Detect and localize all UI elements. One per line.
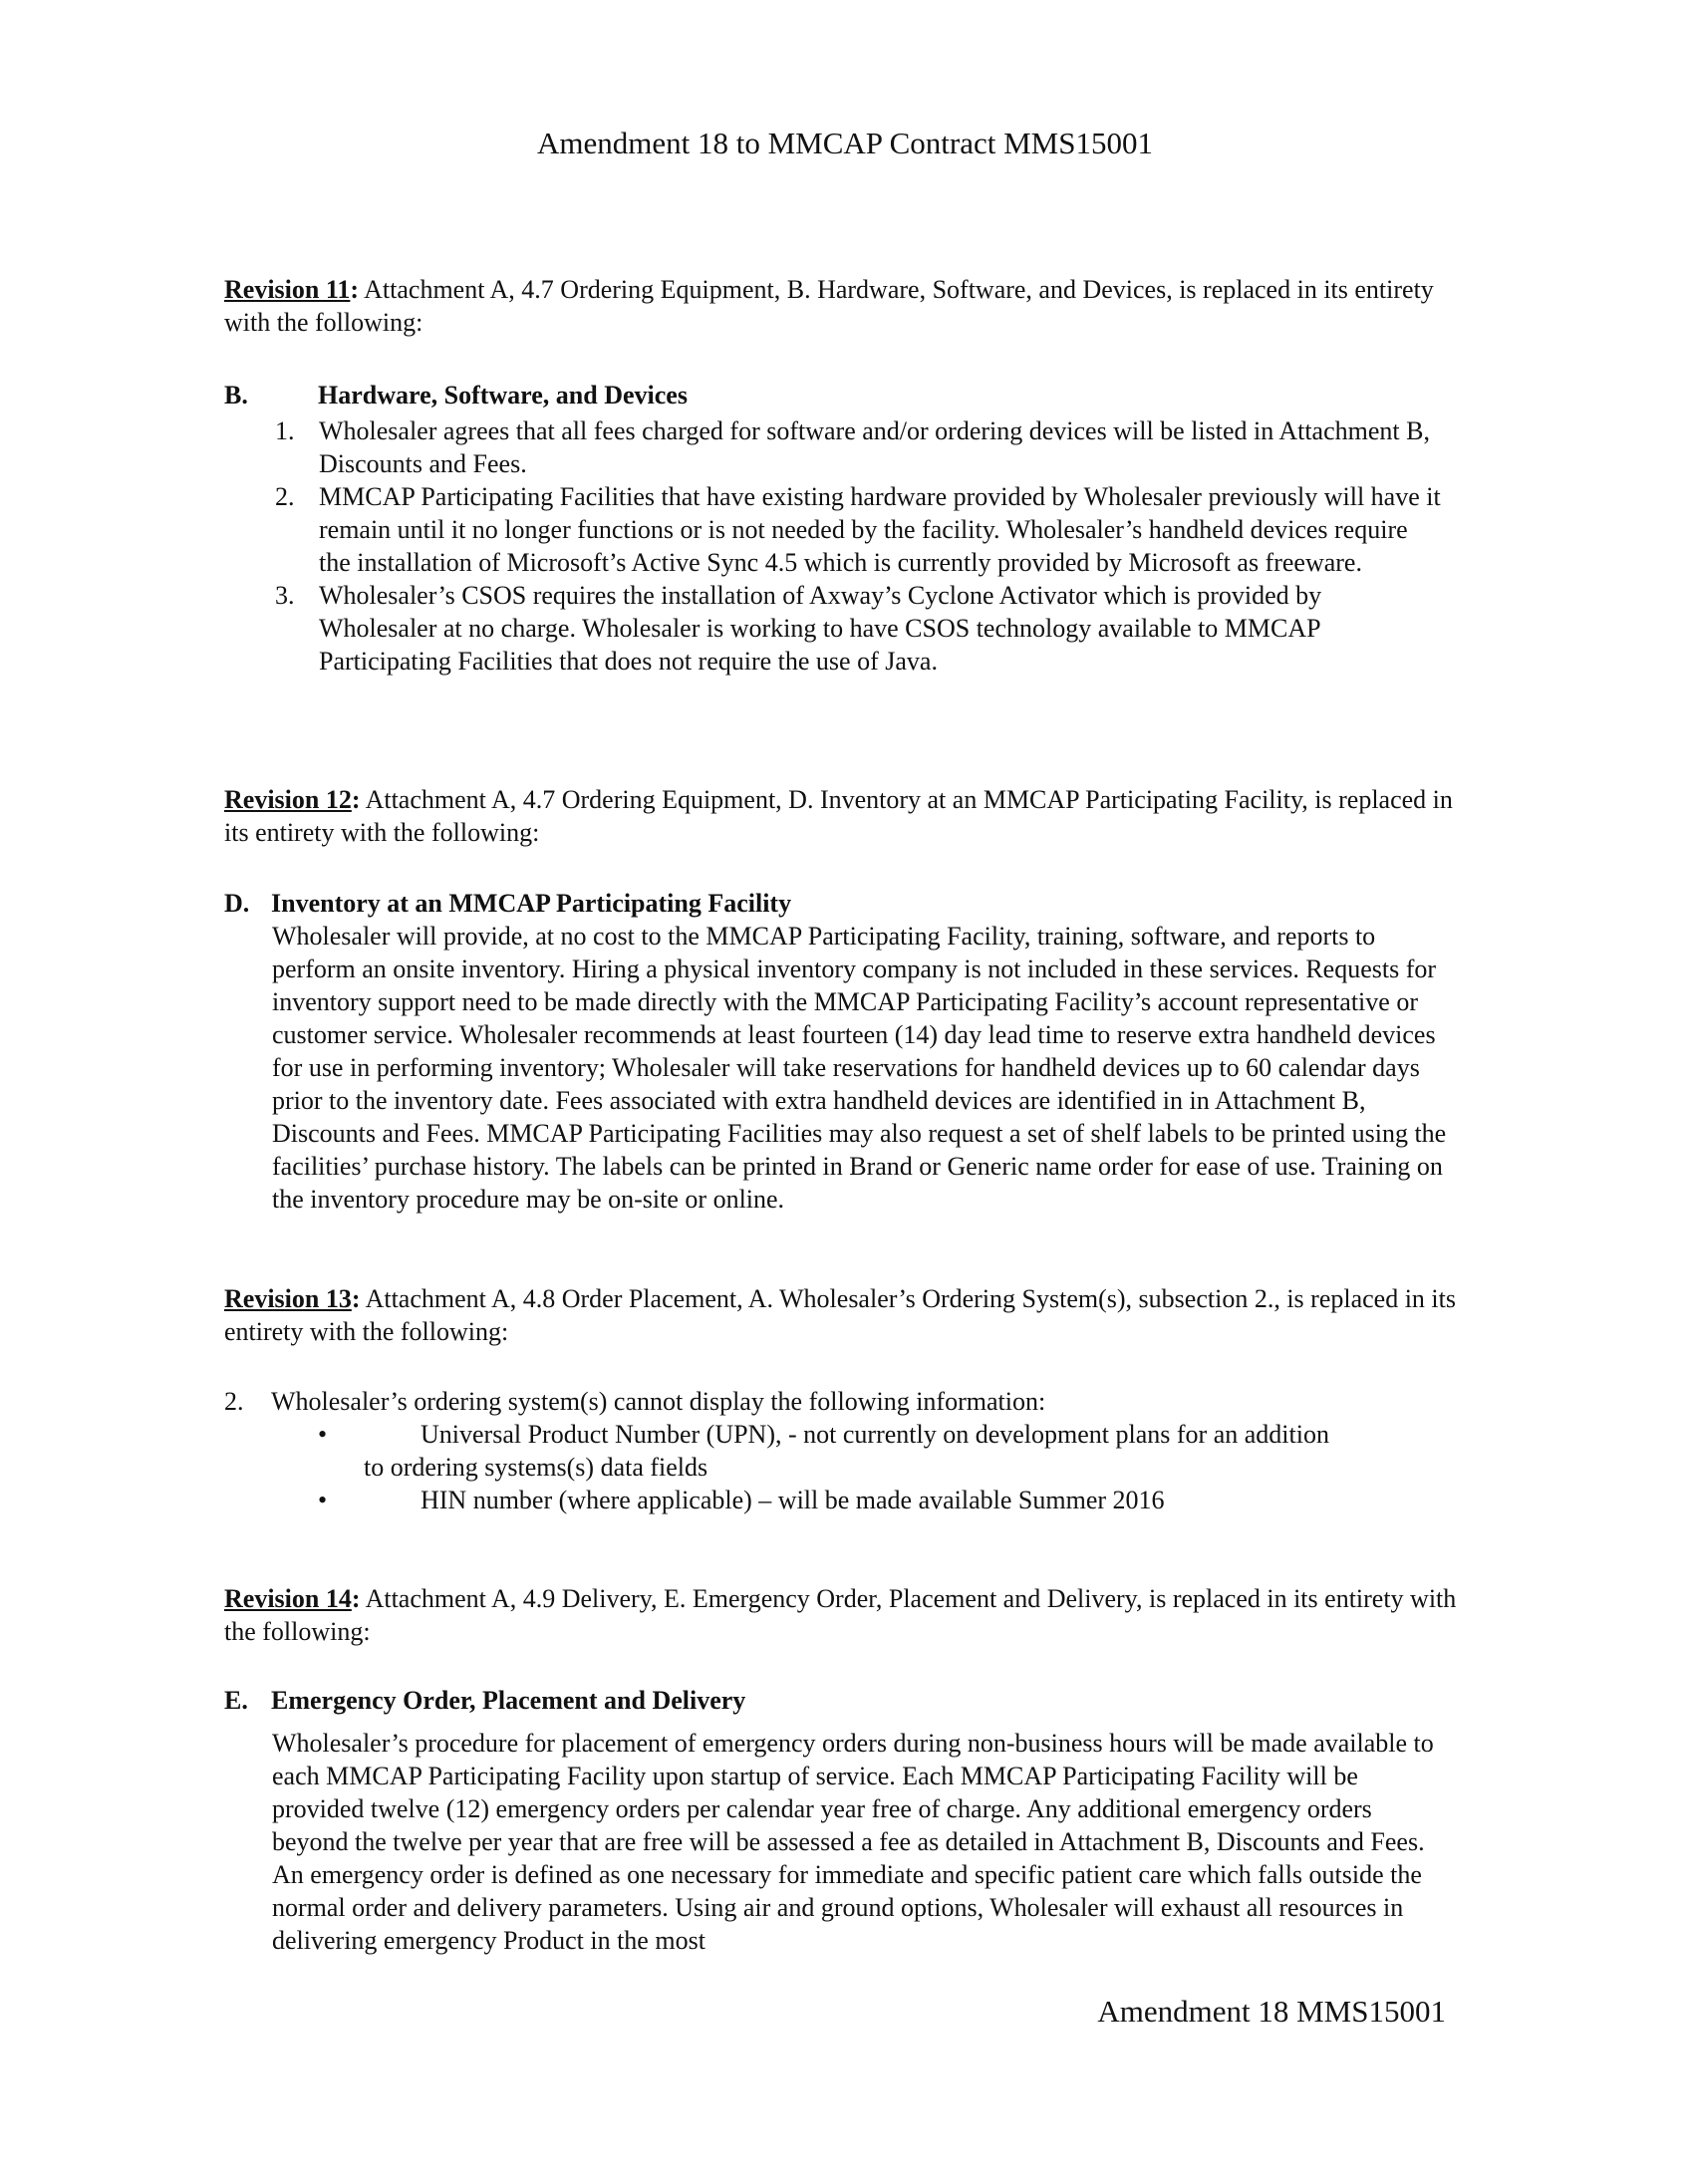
revision-label: Revision 13 bbox=[224, 1284, 352, 1313]
list-item: • Universal Product Number (UPN), - not currently on development plans for an addition to ordering systems(s) data fields bbox=[318, 1420, 1329, 1482]
section-letter: D. bbox=[224, 889, 250, 918]
revision-13-intro: Revision 13: Attachment A, 4.8 Order Placement, A. Wholesaler’s Ordering System(s), subsection 2., is replaced in its entirety with the following: bbox=[224, 1284, 1456, 1346]
section-heading: Inventory at an MMCAP Participating Facility bbox=[271, 889, 792, 918]
numbered-list bbox=[275, 414, 1445, 678]
page-title: Amendment 18 to MMCAP Contract MMS15001 bbox=[536, 126, 1153, 160]
list-item: • HIN number (where applicable) – will be made available Summer 2016 bbox=[318, 1486, 1165, 1514]
section-body: Wholesaler will provide, at no cost to the MMCAP Participating Facility, training, software, and reports to perform an onsite inventory. Hiring a physical inventory company is not included in these services. Requests for inventory support need to be made directly with the MMCAP Participating Facility’s account representative or customer service. Wholesaler recommends at least fourteen (14) day lead time to reserve extra handheld devices for use in performing inventory; Wholesaler will take reservations for handheld devices up to 60 calendar days prior to the inventory date. Fees associated with extra handheld devices are identified in in Attachment B, Discounts and Fees. MMCAP Participating Facilities may also request a set of shelf labels to be printed using the facilities’ purchase history. The labels can be printed in Brand or Generic name order for ease of use. Training on the inventory procedure may be on-site or online. bbox=[272, 922, 1447, 1214]
list-item: 1. Wholesaler agrees that all fees charged for software and/or ordering devices will be listed in Attachment B, Discounts and Fees. bbox=[275, 416, 1430, 478]
revision-11-intro: Revision 11: Attachment A, 4.7 Ordering Equipment, B. Hardware, Software, and Devices, is replaced in its entirety with the following: bbox=[224, 275, 1434, 337]
section-body: Wholesaler’s procedure for placement of emergency orders during non-business hours will be made available to each MMCAP Participating Facility upon startup of service. Each MMCAP Participating Facility will be provided twelve (12) emergency orders per calendar year free of charge. Any additional emergency orders beyond the twelve per year that are free will be assessed a fee as detailed in Attachment B, Discounts and Fees. An emergency order is defined as one necessary for immediate and specific patient care which falls outside the normal order and delivery parameters. Using air and ground options, Wholesaler will exhaust all resources in delivering emergency Product in the most bbox=[272, 1729, 1434, 1955]
revision-text: Attachment A, 4.8 Order Placement, A. Wholesaler’s Ordering System(s), subsection 2., is replaced in its entirety with the following: bbox=[224, 1284, 1456, 1346]
bullet-icon: • bbox=[318, 1420, 328, 1449]
section-heading: Hardware, Software, and Devices bbox=[318, 381, 688, 410]
section-letter: B. bbox=[224, 381, 248, 410]
revision-text: Attachment A, 4.9 Delivery, E. Emergency Order, Placement and Delivery, is replaced in its entirety with the following: bbox=[224, 1584, 1457, 1646]
revision-label: Revision 14 bbox=[224, 1584, 352, 1613]
revision-text: Attachment A, 4.7 Ordering Equipment, D. Inventory at an MMCAP Participating Facility, is replaced in its entirety with the following: bbox=[224, 785, 1453, 847]
revision-label: Revision 11 bbox=[224, 275, 351, 304]
bullet-icon: • bbox=[318, 1486, 328, 1514]
list-item: 3. Wholesaler’s CSOS requires the installation of Axway’s Cyclone Activator which is provided by Wholesaler at no charge. Wholesaler is working to have CSOS technology available to MMCAP Participating Facilities that does not require the use of Java. bbox=[275, 581, 1322, 676]
section-letter: E. bbox=[224, 1686, 248, 1715]
section-heading: Emergency Order, Placement and Delivery bbox=[271, 1686, 746, 1715]
revision-14-intro: Revision 14: Attachment A, 4.9 Delivery, E. Emergency Order, Placement and Delivery, is replaced in its entirety with the following: bbox=[224, 1584, 1457, 1646]
revision-label: Revision 12 bbox=[224, 785, 352, 814]
bullet-list bbox=[224, 1418, 1470, 1516]
item-number: 2. bbox=[224, 1387, 244, 1416]
revision-text: Attachment A, 4.7 Ordering Equipment, B. Hardware, Software, and Devices, is replaced in its entirety with the following: bbox=[224, 275, 1434, 337]
list-item: 2. MMCAP Participating Facilities that have existing hardware provided by Wholesaler previously will have it remain until it no longer functions or is not needed by the facility. Wholesaler’s handheld devices require the installation of Microsoft’s Active Sync 4.5 which is currently provided by Microsoft as freeware. bbox=[275, 482, 1441, 577]
item-text: Wholesaler’s ordering system(s) cannot display the following information: bbox=[271, 1387, 1046, 1416]
revision-12-intro: Revision 12: Attachment A, 4.7 Ordering Equipment, D. Inventory at an MMCAP Participating Facility, is replaced in its entirety with the following: bbox=[224, 785, 1453, 847]
page-footer: Amendment 18 MMS15001 bbox=[1097, 1994, 1446, 2029]
